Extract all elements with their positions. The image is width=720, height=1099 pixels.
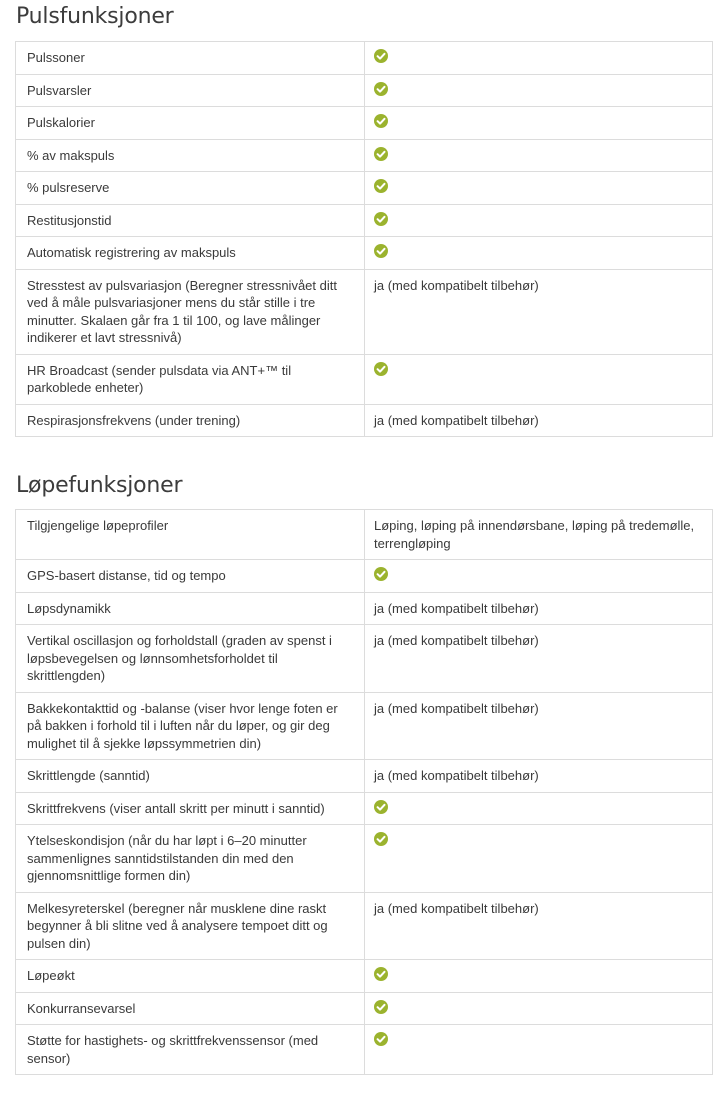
section-title-heart-rate: Pulsfunksjoner (16, 4, 174, 29)
feature-value (365, 560, 713, 593)
feature-value (365, 404, 713, 437)
feature-value (365, 992, 713, 1025)
table-row (16, 692, 713, 760)
feature-name: Pulsvarsler (16, 74, 365, 107)
feature-value (365, 960, 713, 993)
feature-value-text: ja (med kompatibelt tilbehør) (374, 700, 539, 716)
section-title-running: Løpefunksjoner (16, 473, 183, 498)
table-row (16, 269, 713, 354)
feature-name: Løpeøkt (16, 960, 365, 993)
checkmark-icon (374, 567, 388, 581)
feature-value (365, 792, 713, 825)
feature-value (365, 204, 713, 237)
table-row (16, 204, 713, 237)
feature-name: Stresstest av pulsvariasjon (Beregner stressnivået ditt ved å måle pulsvariasjoner mens du står stille i tre minutter. Skalaen går fra 1 til 100, og lave målinger indikerer et lavt stressnivå) (16, 269, 365, 354)
table-row (16, 74, 713, 107)
checkmark-icon (374, 1032, 388, 1046)
checkmark-icon (374, 147, 388, 161)
feature-value-text: ja (med kompatibelt tilbehør) (374, 900, 539, 916)
feature-value-text: ja (med kompatibelt tilbehør) (374, 412, 539, 428)
feature-value-text: ja (med kompatibelt tilbehør) (374, 633, 539, 648)
feature-name: % av makspuls (16, 139, 365, 172)
heart-rate-features-table (15, 41, 713, 437)
feature-name: Ytelseskondisjon (når du har løpt i 6–20 minutter sammenlignes sanntidstilstanden din med den gjennomsnittlige formen din) (16, 825, 365, 893)
feature-value-text: Løping, løping på innendørsbane, løping på tredemølle, terrengløping (374, 518, 695, 551)
table-row (16, 404, 713, 437)
feature-value-text: ja (med kompatibelt tilbehør) (374, 600, 539, 616)
table-row (16, 42, 713, 75)
checkmark-icon (374, 49, 388, 63)
feature-value (365, 107, 713, 140)
feature-value (365, 74, 713, 107)
feature-value (365, 825, 713, 893)
feature-value (365, 1025, 713, 1075)
checkmark-icon (374, 967, 388, 981)
feature-value (365, 625, 713, 693)
feature-name: Pulssoner (16, 42, 365, 75)
feature-name: % pulsreserve (16, 172, 365, 205)
table-row (16, 760, 713, 793)
feature-name: GPS-basert distanse, tid og tempo (16, 560, 365, 593)
table-row (16, 510, 713, 560)
feature-name: Skrittlengde (sanntid) (16, 760, 365, 793)
checkmark-icon (374, 114, 388, 128)
feature-name: Tilgjengelige løpeprofiler (16, 510, 365, 560)
feature-value (365, 237, 713, 270)
feature-value (365, 892, 713, 960)
table-row (16, 960, 713, 993)
table-row (16, 892, 713, 960)
table-row (16, 172, 713, 205)
feature-name: Automatisk registrering av makspuls (16, 237, 365, 270)
table-row (16, 825, 713, 893)
feature-value (365, 592, 713, 625)
checkmark-icon (374, 832, 388, 846)
checkmark-icon (374, 800, 388, 814)
table-row (16, 1025, 713, 1075)
checkmark-icon (374, 82, 388, 96)
feature-name: Respirasjonsfrekvens (under trening) (16, 404, 365, 437)
feature-value (365, 354, 713, 404)
feature-name: Løpsdynamikk (16, 592, 365, 625)
table-row (16, 107, 713, 140)
feature-name: HR Broadcast (sender pulsdata via ANT+™ til parkoblede enheter) (16, 354, 365, 404)
feature-value (365, 172, 713, 205)
checkmark-icon (374, 179, 388, 193)
feature-name: Melkesyreterskel (beregner når musklene dine raskt begynner å bli slitne ved å analysere tempoet ditt og pulsen din) (16, 892, 365, 960)
feature-name: Bakkekontakttid og -balanse (viser hvor lenge foten er på bakken i forhold til i luften når du løper, og gir deg mulighet til å sjekke løpssymmetrien din) (16, 692, 365, 760)
checkmark-icon (374, 212, 388, 226)
feature-value (365, 692, 713, 760)
table-row (16, 992, 713, 1025)
table-row (16, 354, 713, 404)
feature-value-text: ja (med kompatibelt tilbehør) (374, 768, 539, 783)
feature-value (365, 42, 713, 75)
feature-value (365, 139, 713, 172)
table-row (16, 792, 713, 825)
checkmark-icon (374, 244, 388, 258)
table-row (16, 625, 713, 693)
table-row (16, 560, 713, 593)
feature-value-text: ja (med kompatibelt tilbehør) (374, 277, 539, 293)
feature-name: Konkurransevarsel (16, 992, 365, 1025)
feature-name: Pulskalorier (16, 107, 365, 140)
feature-name: Restitusjonstid (16, 204, 365, 237)
feature-value (365, 510, 713, 560)
checkmark-icon (374, 1000, 388, 1014)
feature-name: Vertikal oscillasjon og forholdstall (graden av spenst i løpsbevegelsen og lønnsomhetsforholdet til skrittlengden) (16, 625, 365, 693)
table-row (16, 592, 713, 625)
table-row (16, 237, 713, 270)
feature-name: Skrittfrekvens (viser antall skritt per minutt i sanntid) (16, 792, 365, 825)
feature-value (365, 760, 713, 793)
running-features-table (15, 509, 713, 1075)
feature-value (365, 269, 713, 354)
table-row (16, 139, 713, 172)
feature-name: Støtte for hastighets- og skrittfrekvenssensor (med sensor) (16, 1025, 365, 1075)
checkmark-icon (374, 362, 388, 376)
